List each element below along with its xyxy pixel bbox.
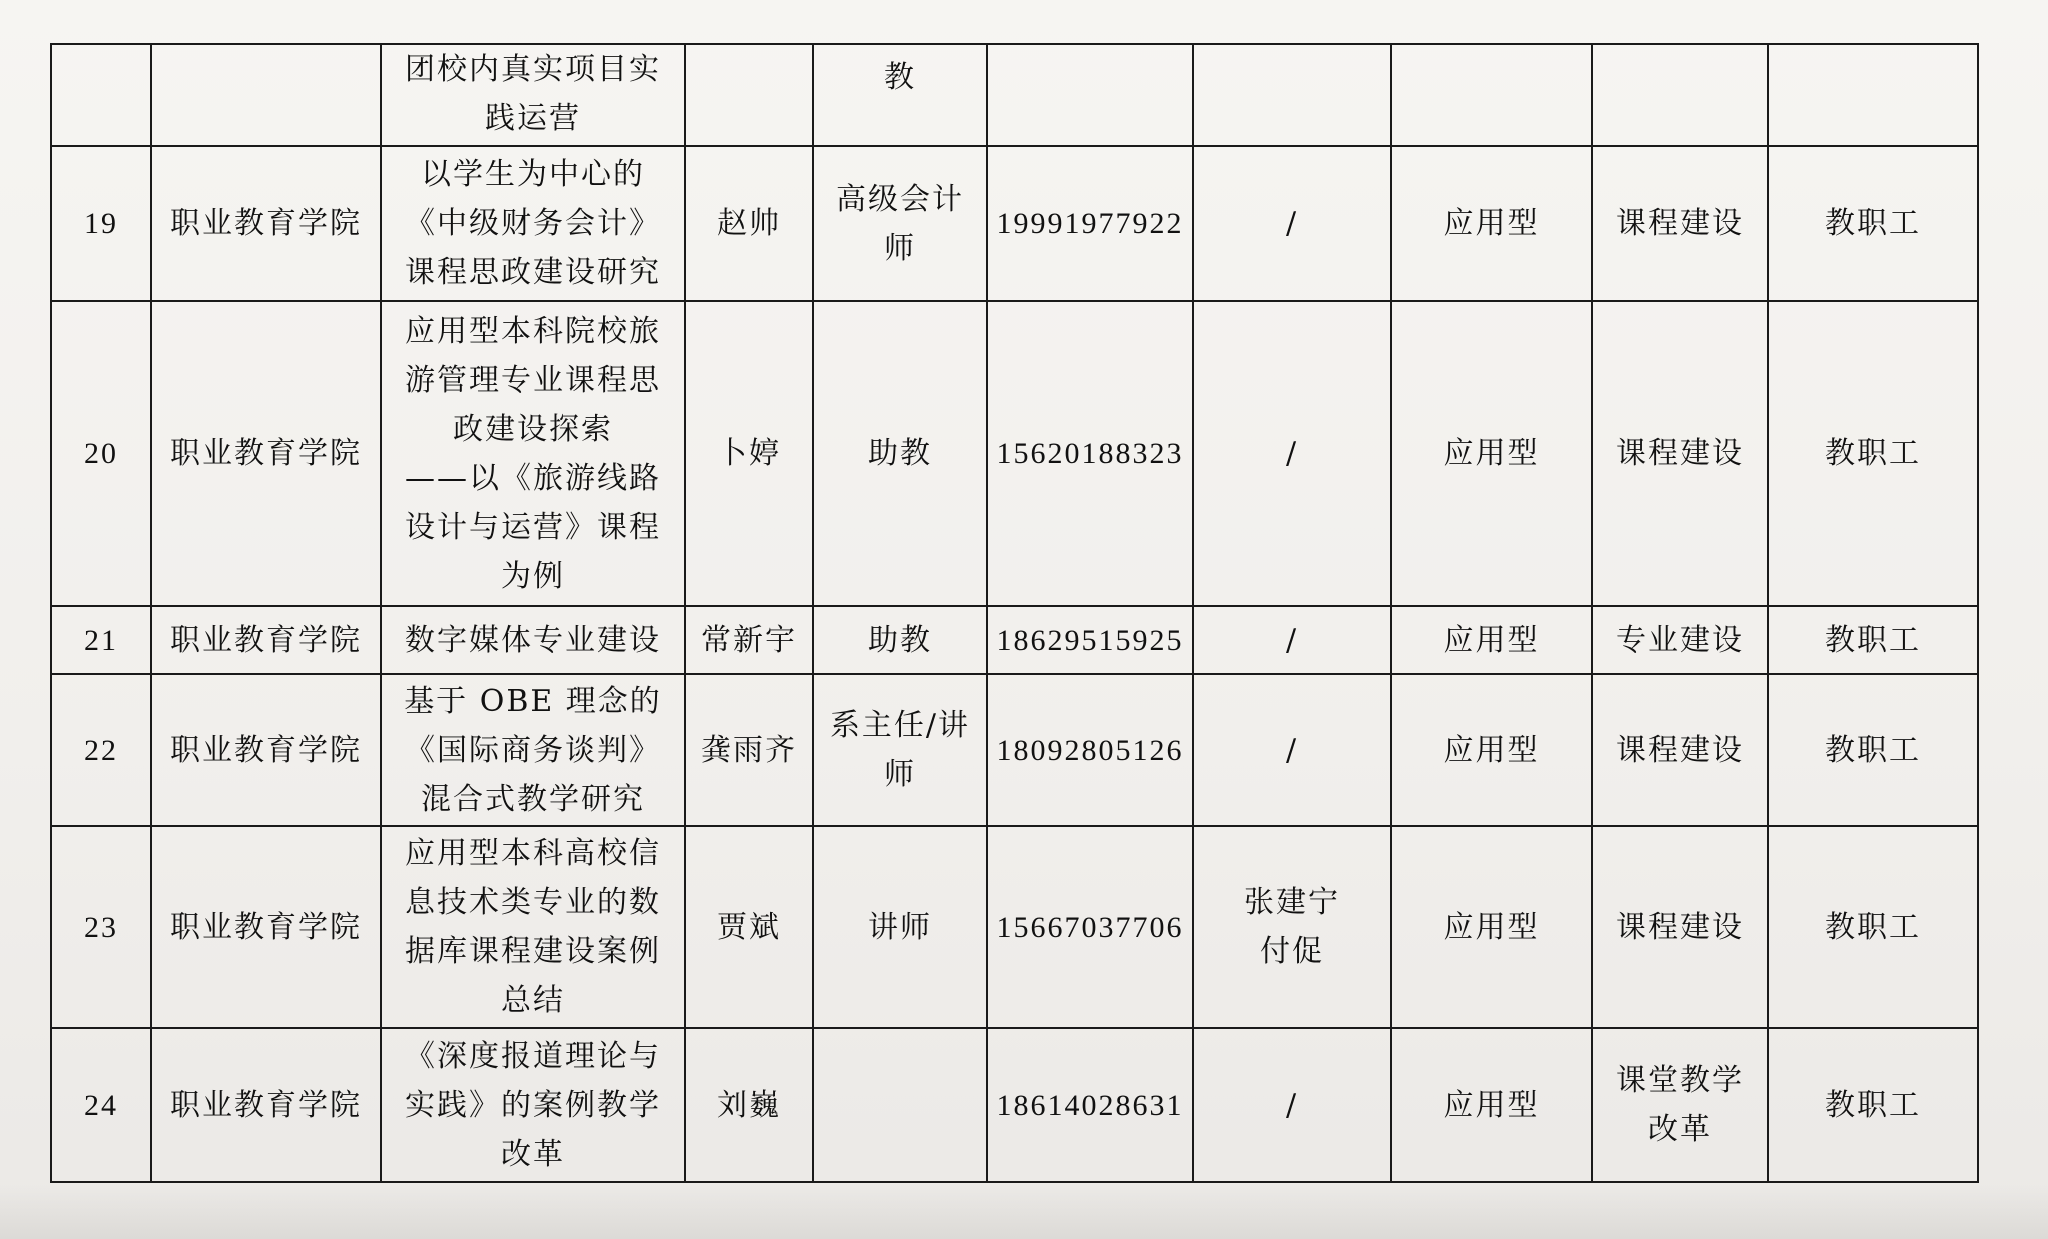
row-number: 21: [51, 606, 151, 674]
phone-cell: 19991977922: [987, 146, 1193, 301]
project-type-cell: 应用型: [1391, 1028, 1592, 1182]
project-table: [50, 43, 1979, 1183]
category-cell: 课堂教学 改革: [1592, 1028, 1768, 1182]
project-title-cell: 《深度报道理论与 实践》的案例教学 改革: [381, 1028, 685, 1182]
role-cell: 教职工: [1768, 301, 1978, 606]
table-row: [51, 674, 1978, 826]
phone-cell: [987, 44, 1193, 146]
table-row: [51, 44, 1978, 146]
project-type-cell: 应用型: [1391, 826, 1592, 1028]
college-cell: 职业教育学院: [151, 1028, 381, 1182]
phone-cell: 15667037706: [987, 826, 1193, 1028]
project-type-cell: 应用型: [1391, 606, 1592, 674]
page-bottom-shadow: [0, 1185, 2048, 1239]
phone-cell: 15620188323: [987, 301, 1193, 606]
project-type-cell: 应用型: [1391, 146, 1592, 301]
leader-name-cell: 龚雨齐: [685, 674, 813, 826]
college-cell: 职业教育学院: [151, 606, 381, 674]
project-type-cell: 应用型: [1391, 301, 1592, 606]
professional-title-cell: 高级会计 师: [813, 146, 987, 301]
table-row: [51, 1028, 1978, 1182]
leader-name-cell: 贾斌: [685, 826, 813, 1028]
project-title-cell: 以学生为中心的 《中级财务会计》 课程思政建设研究: [381, 146, 685, 301]
row-number: 20: [51, 301, 151, 606]
professional-title-cell: [813, 1028, 987, 1182]
leader-name-cell: 卜婷: [685, 301, 813, 606]
project-type-cell: [1391, 44, 1592, 146]
category-cell: [1592, 44, 1768, 146]
category-cell: 课程建设: [1592, 301, 1768, 606]
row-number: 19: [51, 146, 151, 301]
role-cell: 教职工: [1768, 146, 1978, 301]
role-cell: 教职工: [1768, 674, 1978, 826]
professional-title-cell: 助教: [813, 606, 987, 674]
role-cell: 教职工: [1768, 606, 1978, 674]
partner-cell: [1193, 44, 1391, 146]
category-cell: 课程建设: [1592, 826, 1768, 1028]
table-body: [51, 44, 1978, 1182]
partner-cell: /: [1193, 674, 1391, 826]
professional-title-cell: 助教: [813, 301, 987, 606]
leader-name-cell: [685, 44, 813, 146]
partner-cell: /: [1193, 146, 1391, 301]
partner-cell: /: [1193, 606, 1391, 674]
project-title-cell: 数字媒体专业建设: [381, 606, 685, 674]
project-title-cell: 应用型本科院校旅 游管理专业课程思 政建设探索 ——以《旅游线路 设计与运营》课程 为例: [381, 301, 685, 606]
role-cell: 教职工: [1768, 1028, 1978, 1182]
row-number: [51, 44, 151, 146]
leader-name-cell: 刘巍: [685, 1028, 813, 1182]
partner-cell: /: [1193, 1028, 1391, 1182]
college-cell: [151, 44, 381, 146]
table-row: [51, 826, 1978, 1028]
professional-title-cell: 讲师: [813, 826, 987, 1028]
project-type-cell: 应用型: [1391, 674, 1592, 826]
leader-name-cell: 赵帅: [685, 146, 813, 301]
table-row: [51, 146, 1978, 301]
phone-cell: 18614028631: [987, 1028, 1193, 1182]
table-row: [51, 301, 1978, 606]
category-cell: 课程建设: [1592, 146, 1768, 301]
category-cell: 课程建设: [1592, 674, 1768, 826]
college-cell: 职业教育学院: [151, 146, 381, 301]
project-title-cell: 基于 OBE 理念的 《国际商务谈判》 混合式教学研究: [381, 674, 685, 826]
professional-title-cell: 系主任/讲 师: [813, 674, 987, 826]
row-number: 22: [51, 674, 151, 826]
table-row: [51, 606, 1978, 674]
college-cell: 职业教育学院: [151, 674, 381, 826]
role-cell: [1768, 44, 1978, 146]
role-cell: 教职工: [1768, 826, 1978, 1028]
college-cell: 职业教育学院: [151, 826, 381, 1028]
phone-cell: 18092805126: [987, 674, 1193, 826]
partner-cell: /: [1193, 301, 1391, 606]
project-title-cell: 团校内真实项目实 践运营: [381, 44, 685, 146]
phone-cell: 18629515925: [987, 606, 1193, 674]
category-cell: 专业建设: [1592, 606, 1768, 674]
row-number: 24: [51, 1028, 151, 1182]
professional-title-cell: 教: [813, 44, 987, 146]
college-cell: 职业教育学院: [151, 301, 381, 606]
leader-name-cell: 常新宇: [685, 606, 813, 674]
row-number: 23: [51, 826, 151, 1028]
partner-cell: 张建宁 付促: [1193, 826, 1391, 1028]
project-title-cell: 应用型本科高校信 息技术类专业的数 据库课程建设案例 总结: [381, 826, 685, 1028]
